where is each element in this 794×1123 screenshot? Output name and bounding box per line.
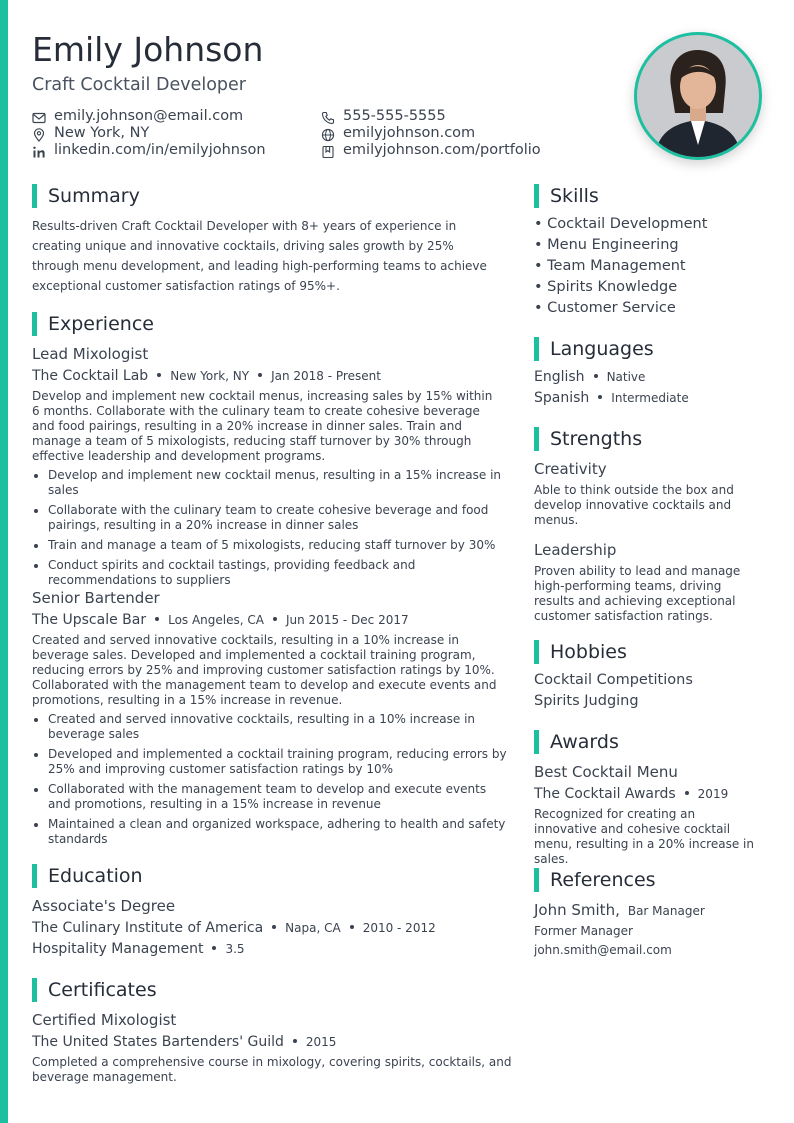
section-accent — [32, 312, 37, 336]
location-pin-icon — [32, 128, 46, 142]
list-item: Collaborated with the management team to develop and execute events and promotions, resulting in a 15% increase in revenue — [32, 782, 512, 812]
section-accent — [534, 184, 539, 208]
reference-role: Bar Manager — [627, 904, 705, 918]
hobby-item: Cocktail Competitions — [534, 672, 693, 688]
job-dates: Jan 2018 - Present — [271, 369, 381, 383]
job-meta — [32, 612, 409, 628]
strength-title: Creativity — [534, 460, 607, 478]
language-name: Spanish — [534, 390, 590, 406]
skill-item: • Customer Service — [534, 300, 676, 316]
envelope-icon — [32, 111, 46, 125]
candidate-role: Craft Cocktail Developer — [32, 75, 246, 95]
skill-item: • Menu Engineering — [534, 237, 679, 253]
reference-email[interactable]: john.smith@email.com — [534, 943, 672, 957]
award-text: Recognized for creating an innovative and cohesive cocktail menu, resulting in a 20% increase in sales. — [534, 807, 754, 866]
hobby-item: Spirits Judging — [534, 693, 639, 709]
certificate-meta — [32, 1034, 336, 1050]
list-item: Maintained a clean and organized workspace, adhering to health and safety standards — [32, 817, 512, 847]
contact-website-text: emilyjohnson.com — [343, 125, 476, 141]
skill-item: • Team Management — [534, 258, 686, 274]
section-accent — [32, 978, 37, 1002]
section-accent — [534, 640, 539, 664]
reference-name: John Smith, — [534, 901, 620, 919]
separator-dot — [272, 925, 276, 929]
strength-title: Leadership — [534, 541, 617, 559]
section-accent — [534, 427, 539, 451]
job-title: Lead Mixologist — [32, 345, 149, 363]
award-title: Best Cocktail Menu — [534, 763, 678, 781]
candidate-name: Emily Johnson — [32, 30, 264, 69]
separator-dot — [598, 395, 602, 399]
job-bullets — [32, 468, 512, 593]
certificate-description: Completed a comprehensive course in mixology, covering spirits, cocktails, and beverage management. — [32, 1055, 512, 1084]
education-meta — [32, 920, 436, 936]
job-meta — [32, 368, 381, 384]
strength-text: Able to think outside the box and develop innovative cocktails and menus. — [534, 483, 734, 527]
profile-portrait — [637, 35, 759, 157]
job-description: Develop and implement new cocktail menus, increasing sales by 15% within 6 months. Collaborate with the culinary team to create cohesive beverage and food pairings, resulting in a 20% increase in dinner sales. Train and manage a team of 5 mixologists, reducing staff turnover by 30% through effective leadership and development programs. — [32, 389, 493, 463]
language-level: Native — [606, 370, 646, 384]
list-item: Train and manage a team of 5 mixologists, reducing staff turnover by 30% — [32, 538, 512, 553]
list-item: Developed and implemented a cocktail training program, reducing errors by 25% and improving customer satisfaction ratings by 10% — [32, 747, 512, 777]
education-degree: Associate's Degree — [32, 897, 176, 915]
list-item: Conduct spirits and cocktail tastings, providing feedback and recommendations to suppliers — [32, 558, 512, 588]
reference-subtitle: Former Manager — [534, 924, 633, 938]
section-accent — [534, 337, 539, 361]
education-field-row — [32, 941, 245, 957]
job-company: The Upscale Bar — [32, 612, 147, 628]
job-description: Created and served innovative cocktails, resulting in a 10% increase in beverage sales. Developed and implemented a cocktail training program, reducing errors by 25% and improving customer satisfaction ratings by 10%. Collaborated with the management team to develop and execute events and promotions, resulting in a 15% increase in revenue. — [32, 633, 497, 707]
certificate-year: 2015 — [305, 1035, 337, 1049]
education-dates: 2010 - 2012 — [362, 921, 436, 935]
certificate-issuer: The United States Bartenders' Guild — [32, 1034, 284, 1050]
list-item: Develop and implement new cocktail menus, resulting in a 15% increase in sales — [32, 468, 512, 498]
separator-dot — [155, 617, 159, 621]
separator-dot — [293, 1039, 297, 1043]
job-dates: Jun 2015 - Dec 2017 — [285, 613, 409, 627]
certificate-name: Certified Mixologist — [32, 1011, 177, 1029]
skill-item: • Cocktail Development — [534, 216, 708, 232]
bookmark-icon — [321, 145, 335, 159]
section-accent — [534, 868, 539, 892]
language-level: Intermediate — [611, 391, 689, 405]
education-location: Napa, CA — [285, 921, 341, 935]
job-bullets — [32, 712, 512, 852]
phone-icon — [321, 111, 335, 125]
contact-linkedin-text: linkedin.com/in/emilyjohnson — [54, 142, 266, 158]
profile-photo — [634, 32, 762, 160]
award-meta — [534, 786, 728, 802]
contact-email-text: emily.johnson@email.com — [54, 108, 244, 124]
separator-dot — [685, 791, 689, 795]
separator-dot — [258, 373, 262, 377]
language-row — [534, 390, 689, 406]
separator-dot — [273, 617, 277, 621]
list-item: Created and served innovative cocktails, resulting in a 10% increase in beverage sales — [32, 712, 512, 742]
globe-icon — [321, 128, 335, 142]
strength-text: Proven ability to lead and manage high-performing teams, driving results and achieving exceptional customer satisfaction ratings. — [534, 564, 741, 623]
separator-dot — [594, 374, 598, 378]
award-org: The Cocktail Awards — [534, 786, 676, 802]
award-year: 2019 — [697, 787, 729, 801]
education-field: Hospitality Management — [32, 941, 204, 957]
section-accent — [534, 730, 539, 754]
list-item: Collaborate with the culinary team to create cohesive beverage and food pairings, resulting in a 20% increase in dinner sales — [32, 503, 512, 533]
job-location: New York, NY — [170, 369, 250, 383]
section-accent — [32, 184, 37, 208]
contact-portfolio-text: emilyjohnson.com/portfolio — [343, 142, 541, 158]
separator-dot — [350, 925, 354, 929]
separator-dot — [212, 946, 216, 950]
contact-phone-text: 555-555-5555 — [343, 108, 446, 124]
job-company: The Cocktail Lab — [32, 368, 149, 384]
separator-dot — [157, 373, 161, 377]
education-school: The Culinary Institute of America — [32, 920, 264, 936]
skill-item: • Spirits Knowledge — [534, 279, 678, 295]
summary-text: Results-driven Craft Cocktail Developer with 8+ years of experience in creating unique and innovative cocktails, driving sales growth by 25% through menu development, and leading high-performing teams to achieve exceptional customer satisfaction ratings of 95%+. — [32, 219, 487, 293]
section-accent — [32, 864, 37, 888]
language-row — [534, 369, 645, 385]
linkedin-icon — [32, 145, 46, 159]
accent-bar — [0, 0, 8, 1123]
job-title: Senior Bartender — [32, 589, 160, 607]
reference-name-row — [534, 901, 705, 919]
job-location: Los Angeles, CA — [168, 613, 264, 627]
education-gpa: 3.5 — [225, 942, 245, 956]
language-name: English — [534, 369, 585, 385]
contact-location-text: New York, NY — [54, 125, 150, 141]
